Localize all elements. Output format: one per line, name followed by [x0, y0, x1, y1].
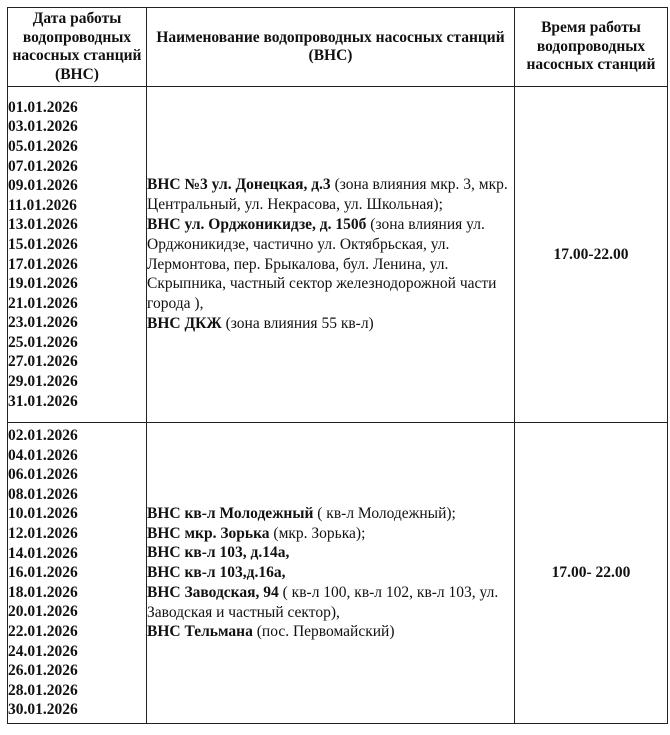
station-entry: [147, 215, 514, 314]
station-name: ВНС Заводская, 94: [147, 583, 279, 601]
date-item: 06.01.2026: [8, 466, 78, 484]
date-item: 17.01.2026: [8, 255, 78, 273]
time-cell: 17.00-22.00: [515, 87, 668, 423]
station-zone: ( кв-л 100, кв-л 102, кв-л 103, ул. Заводская и частный сектор),: [147, 583, 499, 621]
station-name: ВНС кв-л Молодежный: [147, 504, 314, 522]
stations-cell: [147, 423, 515, 724]
date-item: 22.01.2026: [8, 622, 78, 640]
date-item: 08.01.2026: [8, 485, 78, 503]
date-item: 07.01.2026: [8, 157, 78, 175]
date-item: 09.01.2026: [8, 177, 78, 195]
date-item: 02.01.2026: [8, 427, 78, 445]
date-item: 16.01.2026: [8, 564, 78, 582]
station-name: ВНС ул. Орджоникидзе, д. 150б: [147, 215, 367, 233]
station-zone: (зона влияния мкр. 3, мкр. Центральный, ул. Некрасова, ул. Школьная);: [147, 176, 508, 214]
station-name: ВНС кв-л 103, д.14а,: [147, 544, 290, 562]
station-zone: (пос. Первомайский): [252, 623, 395, 641]
header-dates: Дата работы водопроводных насосных станций (ВНС): [8, 8, 147, 87]
date-item: 28.01.2026: [8, 681, 78, 699]
date-item: 01.01.2026: [8, 98, 78, 116]
station-entry: [147, 583, 514, 623]
date-item: 27.01.2026: [8, 353, 78, 371]
date-item: 04.01.2026: [8, 446, 78, 464]
station-name: ВНС мкр. Зорька: [147, 524, 270, 542]
date-item: 18.01.2026: [8, 583, 78, 601]
date-item: 31.01.2026: [8, 392, 78, 410]
date-item: 13.01.2026: [8, 216, 78, 234]
station-zone: (зона влияния ул. Орджоникидзе, частично ул. Октябрьская, ул. Лермонтова, пер. Брыкалова, бул. Ленина, ул. Скрыпника, частный сектор железнодорожной части города ),: [147, 215, 497, 313]
station-name: ВНС №3 ул. Донецкая, д.3: [147, 176, 331, 194]
date-item: 14.01.2026: [8, 544, 78, 562]
station-entry: [147, 543, 514, 563]
date-item: 03.01.2026: [8, 118, 78, 136]
station-entry: [147, 524, 514, 544]
date-item: 20.01.2026: [8, 603, 78, 621]
date-item: 10.01.2026: [8, 505, 78, 523]
time-cell: 17.00- 22.00: [515, 423, 668, 724]
station-entry: [147, 504, 514, 524]
station-name: ВНС ДКЖ: [147, 314, 222, 332]
date-item: 29.01.2026: [8, 373, 78, 391]
station-entry: [147, 563, 514, 583]
station-name: ВНС Тельмана: [147, 623, 253, 641]
header-time: Время работы водопроводных насосных станций: [515, 8, 668, 87]
dates-cell: [8, 87, 147, 423]
date-item: 23.01.2026: [8, 314, 78, 332]
date-item: 11.01.2026: [8, 196, 77, 214]
station-zone: (мкр. Зорька);: [269, 524, 366, 542]
dates-cell: [8, 423, 147, 724]
station-name: ВНС кв-л 103,д.16а,: [147, 564, 286, 582]
date-item: 25.01.2026: [8, 333, 78, 351]
table-row: [8, 87, 668, 423]
date-item: 19.01.2026: [8, 275, 78, 293]
header-row: [8, 8, 668, 87]
schedule-table: [7, 7, 668, 724]
stations-cell: [147, 87, 515, 423]
date-item: 30.01.2026: [8, 701, 78, 719]
station-zone: (зона влияния 55 кв-л): [221, 314, 374, 332]
date-item: 21.01.2026: [8, 294, 78, 312]
header-stations: Наименование водопроводных насосных станций (ВНС): [147, 8, 515, 87]
station-entry: [147, 175, 514, 215]
date-item: 05.01.2026: [8, 137, 78, 155]
date-item: 15.01.2026: [8, 235, 78, 253]
date-item: 24.01.2026: [8, 642, 78, 660]
station-zone: ( кв-л Молодежный);: [313, 504, 456, 522]
date-item: 26.01.2026: [8, 662, 78, 680]
date-item: 12.01.2026: [8, 525, 78, 543]
table-row: [8, 423, 668, 724]
station-entry: [147, 622, 514, 642]
station-entry: [147, 314, 514, 334]
